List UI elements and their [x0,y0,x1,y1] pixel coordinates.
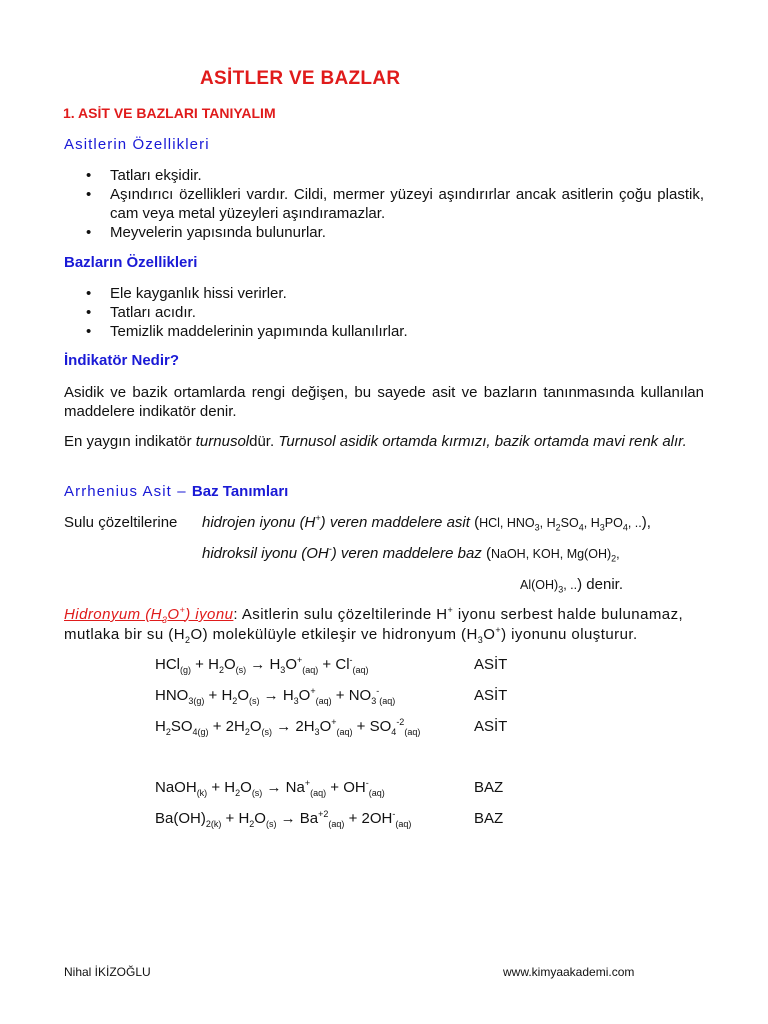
reaction-type-label: BAZ [474,779,504,796]
bases-list [64,284,704,341]
turnusol-paragraph: En yaygın indikatör turnusoldür. Turnusol asidik ortamda kırmızı, bazik ortamda mavi renk alır. [64,433,687,450]
acids-heading: Asitlerin Özellikleri [64,136,210,153]
hydronium-line-1: Hidronyum $(H_3O^+)$ iyonu: Asitlerin sulu çözeltilerinde H+ iyonu serbest halde bulunamaz, [64,605,684,625]
footer-author: Nihal İKİZOĞLU [64,965,151,979]
reaction-hcl: $HCl_{(g)} + H_2O_{(s)} \to H_3O^+_{(aq)} + Cl^-_{(aq)}$ [155,655,369,675]
reaction-baoh2: $Ba(OH)_{2(k)} + H_2O_{(s)} \to Ba^{+2}_{(aq)} + 2OH^-_{(aq)}$ [155,809,412,829]
acid-definition: hidrojen iyonu (H+) veren maddelere asit (HCl, $HNO_3$, $H_2SO_4$, $H_3PO_4$, ..), [202,513,651,533]
footer-website: www.kimyaakademi.com [503,965,635,979]
reaction-naoh: NaOH$_{(k)}$ + $H_2O_{(s)} \to Na^+_{(aq)} + OH^-_{(aq)}$ [155,778,385,798]
reaction-type-label: ASİT [474,656,508,673]
indicator-heading: İndikatör Nedir? [64,352,180,369]
reaction-type-label: BAZ [474,810,504,827]
reaction-type-label: ASİT [474,687,508,704]
hydronium-line-2: mutlaka bir su $(H_2O)$ molekülüyle etkileşir ve hidronyum $(H_3O^+)$ iyonunu oluşturur. [64,625,638,645]
reaction-h2so4: $H_2SO_{4(g)} + 2H_2O_{(s)} \to 2H_3O^+_{(aq)} + SO_4^{-2}_{(aq)}$ [155,717,421,737]
base-definition: hidroksil iyonu (OH-) veren maddelere baz (NaOH, KOH, $Mg(OH)_2$, [202,544,620,564]
arrhenius-heading: Arrhenius Asit – Baz Tanımları [64,483,289,500]
section-heading: 1. ASİT VE BAZLARI TANIYALIM [63,105,276,121]
list-item: • Meyvelerin yapısında bulunurlar. [86,224,326,241]
base-examples-cont: $Al(OH)_3$, ..) denir. [520,576,623,595]
bases-heading: Bazların Özellikleri [64,254,198,271]
indicator-paragraph: Asidik ve bazik ortamlarda rengi değişen, bu sayede asit ve bazların tanınmasında kullanılan maddelere indikatör denir. [64,384,704,420]
list-item: • Temizlik maddelerinin yapımında kullanılırlar. [86,323,408,340]
list-item: • Tatları acıdır. [86,304,196,321]
arrhenius-lead: Sulu çözeltilerine [64,514,178,531]
reaction-type-label: ASİT [474,718,508,735]
list-item: • Tatları ekşidir. [86,167,202,184]
page-title: ASİTLER VE BAZLAR [200,68,401,89]
list-item: • Aşındırıcı özellikleri vardır. Cildi, mermer yüzeyi aşındırırlar ancak asitlerin çoğu plastik, cam veya metal yüzeyleri aşındıramazlar. [86,186,704,222]
acids-list [64,166,704,242]
reaction-hno3: $HNO_{3(g)} + H_2O_{(s)} \to H_3O^+_{(aq)} + NO_3^-_{(aq)}$ [155,686,396,706]
list-item: • Ele kayganlık hissi verirler. [86,285,287,302]
